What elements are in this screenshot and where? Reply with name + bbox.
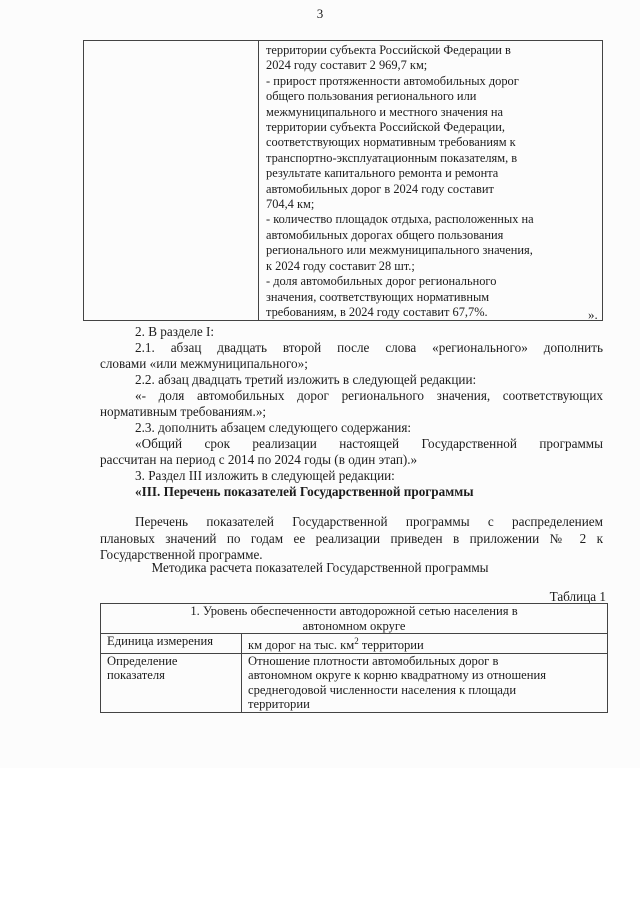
- table-row: [101, 604, 608, 634]
- item-2-1-line2: словами «или межмуниципального»;: [100, 356, 308, 371]
- item-2: 2. В разделе I:: [135, 324, 215, 339]
- indicator-table-continued: [83, 40, 603, 321]
- table-right-cell: [266, 43, 598, 320]
- cell-line: 704,4 км;: [266, 197, 315, 212]
- item-3: 3. Раздел III изложить в следующей редакции:: [135, 468, 395, 483]
- table-caption: Таблица 1: [549, 589, 606, 604]
- quote-line2: нормативным требованиям.»;: [100, 404, 267, 419]
- def-value-line: среднегодовой численности населения к площади: [248, 682, 517, 697]
- item-2-2: 2.2. абзац двадцать третий изложить в следующей редакции:: [135, 372, 477, 387]
- unit-value-cell: [242, 634, 608, 654]
- table-row: [101, 653, 608, 712]
- def-value-line: Отношение плотности автомобильных дорог в: [248, 653, 499, 668]
- cell-line: 2024 году составит 2 969,7 км;: [266, 58, 428, 73]
- def-label-line: Определение: [107, 653, 178, 668]
- def-label-cell: [101, 653, 242, 712]
- cell-line: транспортно-эксплуатационным показателям, в: [266, 150, 518, 165]
- cell-line: межмуниципального и местного значения на: [266, 104, 504, 119]
- def-value-cell: [242, 653, 608, 712]
- paragraph-line: Государственной программе.: [100, 547, 263, 562]
- def-value-line: территории: [248, 697, 310, 712]
- unit-value: км дорог на тыс. км: [248, 638, 355, 653]
- table-header-cell: [101, 604, 608, 634]
- page-bottom-margin: [0, 768, 640, 905]
- cell-line: соответствующих нормативным требованиям к: [266, 135, 516, 150]
- header-line: 1. Уровень обеспеченности автодорожной сетью населения в: [190, 604, 518, 618]
- header-line: автономном округе: [302, 618, 406, 633]
- unit-label-cell: Единица измерения: [101, 634, 242, 654]
- item-2-3: 2.3. дополнить абзацем следующего содержания:: [135, 420, 412, 435]
- section-heading: «III. Перечень показателей Государственной программы: [135, 484, 474, 499]
- cell-line: регионального или межмуниципального значения,: [266, 243, 533, 258]
- quote2-line1: «Общий срок реализации настоящей Государственной программы: [135, 436, 603, 451]
- item-2-1-line1: 2.1. абзац двадцать второй после слова «регионального» дополнить: [135, 340, 603, 355]
- cell-line: автомобильных дорог в 2024 году составит: [266, 181, 494, 196]
- paragraph-line: Перечень показателей Государственной программы с распределением: [135, 514, 603, 529]
- cell-line: - количество площадок отдыха, расположенных на: [266, 212, 534, 227]
- unit-superscript: 2: [354, 636, 359, 646]
- cell-line: требованиям, в 2024 году составит 67,7%.: [266, 304, 488, 319]
- cell-line: - прирост протяженности автомобильных дорог: [266, 73, 519, 88]
- def-value-line: автономном округе к корню квадратному из отношения: [248, 668, 547, 683]
- paragraph-line: плановых значений по годам ее реализации приведен в приложении № 2 к: [100, 530, 603, 546]
- table-1: [100, 603, 608, 713]
- page-number: 3: [316, 6, 324, 21]
- cell-line: к 2024 году составит 28 шт.;: [266, 258, 415, 273]
- cell-line: автомобильных дорогах общего пользования: [266, 227, 504, 242]
- unit-suffix: территории: [358, 638, 424, 653]
- quote-line1: «- доля автомобильных дорог регионального значения, соответствующих: [135, 388, 603, 403]
- cell-line: результате капитального ремонта и ремонта: [266, 166, 499, 181]
- method-title: Методика расчета показателей Государственной программы: [151, 560, 489, 575]
- cell-line: территории субъекта Российской Федерации,: [266, 120, 506, 135]
- closing-quote: ».: [588, 307, 598, 322]
- cell-line: - доля автомобильных дорог регионального: [266, 274, 497, 289]
- cell-line: значения, соответствующих нормативным: [266, 289, 490, 304]
- cell-line: общего пользования регионального или: [266, 89, 477, 104]
- quote2-line2: рассчитан на период с 2014 по 2024 годы (в один этап).»: [100, 452, 418, 467]
- cell-line: территории субъекта Российской Федерации в: [266, 43, 511, 57]
- table-row: [101, 634, 608, 654]
- paragraph: [100, 514, 603, 564]
- def-label-line: показателя: [107, 668, 165, 683]
- table-column-divider: [258, 41, 259, 320]
